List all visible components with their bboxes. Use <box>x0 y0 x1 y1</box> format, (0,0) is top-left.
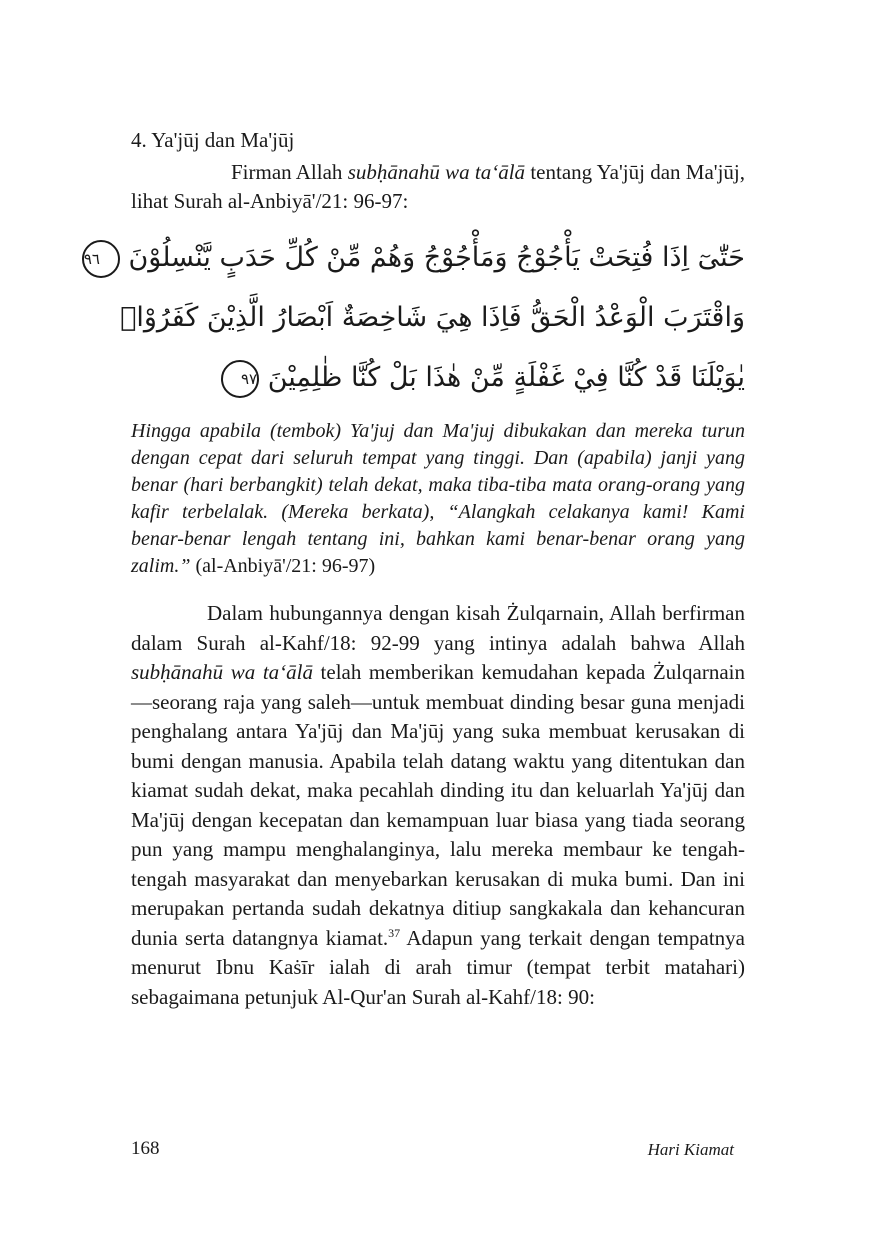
translation-italic-text: Hingga apabila (tembok) Ya'juj dan Ma'juj dibukakan dan mereka turun dengan cepat dari seluruh tempat yang tinggi. Dan (apabila) janji yang benar (hari berbangkit) telah dekat, maka tiba-tiba mata orang-orang yang kafir terbelalak. (Mereka berkata), “Alangkah celakanya kami! Kami benar-benar lengah tentang ini, bahkan kami benar-benar orang yang zalim.” <box>131 420 745 577</box>
ayah-number-96: ٩٦ <box>82 240 120 278</box>
arabic-text-3: يٰوَيْلَنَا قَدْ كُنَّا فِيْ غَفْلَةٍ مِّنْ هٰذَا بَلْ كُنَّا ظٰلِمِيْنَ <box>267 362 745 393</box>
page-number: 168 <box>131 1138 160 1159</box>
arabic-line-2 <box>120 288 745 348</box>
verse-translation <box>131 418 745 580</box>
section-heading: 4. Ya'jūj dan Ma'jūj <box>131 128 295 152</box>
ayah-number-97: ٩٧ <box>221 360 259 398</box>
body-italic-phrase: subḥānahū wa ta‘ālā <box>131 660 313 684</box>
intro-text-after: tentang Ya'jūj dan Ma'jūj, lihat Surah al-Anbiyā'/21: 96-97: <box>131 160 745 213</box>
intro-paragraph <box>131 158 745 216</box>
body-text-part3: Adapun yang terkait dengan tempatnya menurut Ibnu Kaṡīr ialah di arah timur (tempat terbit matahari) sebagaimana petunjuk Al-Qur'an Surah al-Kahf/18: 90: <box>131 925 745 1009</box>
body-text-part2: telah memberikan kemudahan kepada Żulqarnain—seorang raja yang saleh—untuk membuat dinding besar guna menjadi penghalang antara Ya'jūj dan Ma'jūj yang suka membuat kerusakan di bumi dengan manusia. Apabila telah datang waktu yang ditentukan dan kiamat sudah dekat, maka pecahlah dinding itu dan keluarlah Ya'jūj dan Ma'jūj dengan kecepatan dan kemampuan luar biasa yang tiada seorang pun yang mampu menghalanginya, lalu mereka membaur ke tengah-tengah masyarakat dan menyebarkan kerusakan di muka bumi. Dan ini merupakan pertanda sudah dekatnya ditiup sangkakala dan kehancuran dunia serta datangnya kiamat. <box>131 660 745 950</box>
body-paragraph <box>131 599 745 1012</box>
arabic-line-1 <box>83 228 745 288</box>
intro-text-before: Firman Allah <box>231 160 348 184</box>
arabic-text-2: وَاقْتَرَبَ الْوَعْدُ الْحَقُّ فَاِذَا هِيَ شَاخِصَةٌ اَبْصَارُ الَّذِيْنَ كَفَرُوْاۗ <box>120 302 745 333</box>
intro-italic-phrase: subḥānahū wa ta‘ālā <box>347 160 526 184</box>
arabic-verse-block <box>83 228 745 408</box>
arabic-line-3 <box>131 348 745 408</box>
translation-reference: (al-Anbiyā'/21: 96-97) <box>190 555 376 577</box>
footnote-marker: 37 <box>388 925 401 940</box>
arabic-text-1: حَتّٰىٓ اِذَا فُتِحَتْ يَأْجُوْجُ وَمَأْجُوْجُ وَهُمْ مِّنْ كُلِّ حَدَبٍ يَّنْسِلُوْنَ <box>128 242 745 273</box>
body-text-part1: Dalam hubungannya dengan kisah Żulqarnain, Allah berfirman dalam Surah al-Kahf/18: 92-99 yang intinya adalah bahwa Allah <box>131 601 745 655</box>
running-footer-title: Hari Kiamat <box>647 1140 734 1159</box>
